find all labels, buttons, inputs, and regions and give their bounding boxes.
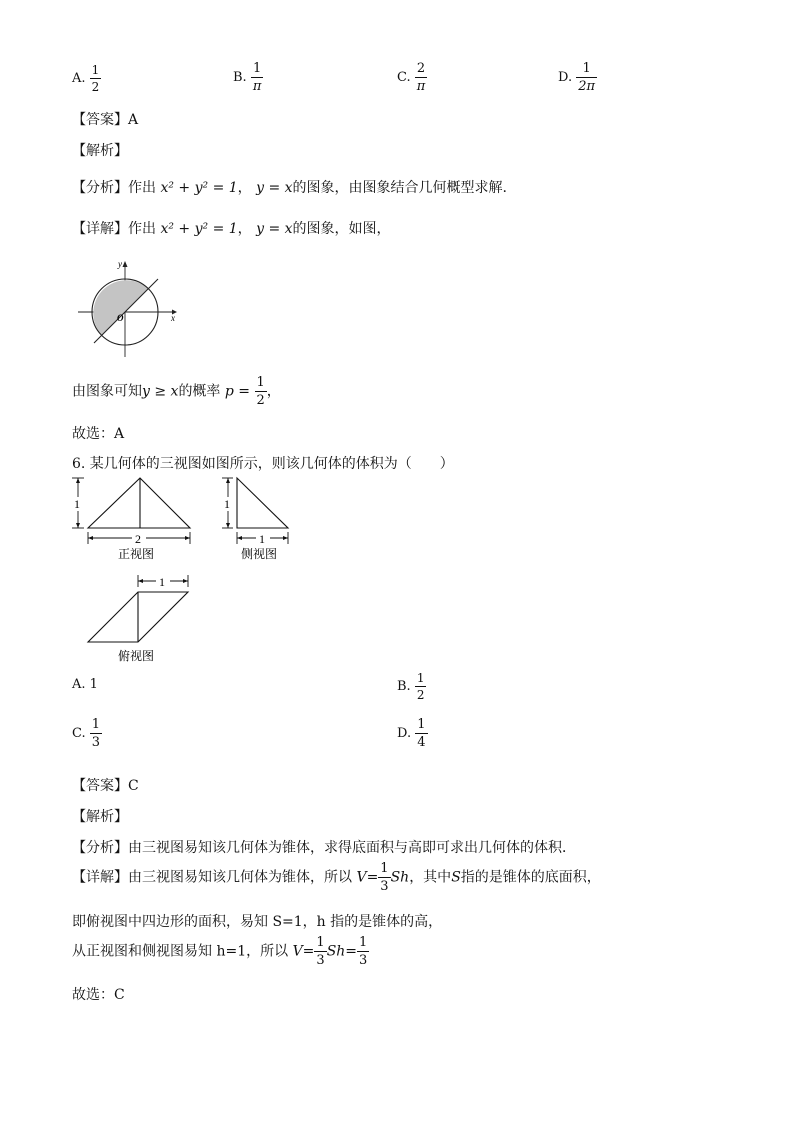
side-width-label: 1 — [259, 532, 265, 546]
option-fraction: $\frac{1}{2}$ — [91, 63, 100, 94]
option-letter: D. — [558, 70, 573, 85]
option-fraction: $\frac{2}{\pi}$ — [416, 61, 426, 94]
q6-detail-line-2: 即俯视图中四边形的面积，易知 S=1，h 指的是锥体的高， — [72, 914, 443, 930]
arrow — [226, 478, 230, 483]
analysis-heading: 【解析】 — [72, 143, 128, 159]
option-letter: B. — [233, 70, 247, 85]
one-third-fraction: $\frac{1}{3}$ — [380, 861, 389, 894]
option-fraction: $\frac{1}{2\pi}$ — [578, 61, 596, 94]
arrow — [183, 579, 188, 583]
fenxi-line: 【分析】作出 x² + y² = 1， y = x的图象，由图象结合几何概型求解. — [72, 180, 507, 196]
arrow — [138, 579, 143, 583]
one-third-fraction: $\frac{1}{3}$ — [316, 935, 325, 968]
option-c — [397, 62, 427, 93]
x-label: x — [171, 313, 175, 323]
option-fraction: $\frac{1}{2}$ — [416, 671, 425, 702]
arrow — [185, 536, 190, 540]
choose-line-q6: 故选：C — [72, 987, 125, 1003]
option-d — [558, 62, 597, 93]
probability-fraction: $\frac{1}{2}$ — [256, 375, 265, 408]
front-triangle — [88, 478, 190, 528]
y-axis-arrow — [123, 261, 128, 267]
detail-line: 【详解】作出 x² + y² = 1， y = x的图象，如图， — [72, 221, 391, 237]
choose-line-q5: 故选：A — [72, 426, 125, 442]
q6-option-a: A. 1 — [72, 677, 98, 692]
option-fraction: $\frac{1}{4}$ — [417, 717, 426, 750]
q6-detail-line-1: 【详解】由三视图易知该几何体为锥体，所以 V= $\frac{1}{3}$ Sh，其中S指的是锥体的底面积， — [72, 861, 601, 894]
question-6-stem: 6. 某几何体的三视图如图所示，则该几何体的体积为（ ） — [72, 456, 454, 472]
arrow — [88, 536, 93, 540]
side-triangle — [237, 478, 288, 528]
arrow — [76, 523, 80, 528]
origin-label: O — [117, 313, 124, 323]
q6-option-d: D. $\frac{1}{4}$ — [397, 717, 426, 750]
q6-option-c: C. $\frac{1}{3}$ — [72, 717, 101, 750]
option-b — [233, 62, 263, 93]
front-width-label: 2 — [135, 532, 141, 546]
option-fraction: $\frac{1}{3}$ — [91, 717, 101, 750]
arrow — [76, 478, 80, 483]
front-height-label: 1 — [74, 497, 80, 511]
q6-detail-line-3: 从正视图和侧视图易知 h=1，所以 V= $\frac{1}{3}$ Sh= $\frac{1}{3}$ — [72, 935, 368, 968]
circle-figure — [70, 255, 190, 365]
top-width-label: 1 — [159, 575, 165, 589]
option-a — [72, 64, 101, 93]
q6-fenxi-line: 【分析】由三视图易知该几何体为锥体，求得底面积与高即可求出几何体的体积． — [72, 840, 576, 856]
front-caption: 正视图 — [118, 547, 155, 561]
arrow — [237, 536, 242, 540]
side-view — [218, 474, 298, 564]
option-letter: C. — [397, 70, 411, 85]
side-height-label: 1 — [224, 497, 230, 511]
option-fraction: $\frac{1}{\pi}$ — [252, 61, 262, 94]
top-caption: 俯视图 — [118, 649, 155, 663]
arrow — [283, 536, 288, 540]
arrow — [226, 523, 230, 528]
side-caption: 侧视图 — [241, 547, 278, 561]
result-fraction: $\frac{1}{3}$ — [359, 935, 368, 968]
front-view — [68, 474, 198, 564]
q6-answer-line: 【答案】C — [72, 778, 139, 794]
probability-line: 由图象可知y ≥ x的概率 p = $\frac{1}{2}$ ， — [72, 375, 281, 408]
q6-option-b: B. $\frac{1}{2}$ — [397, 671, 425, 702]
top-view — [68, 572, 198, 667]
y-label: y — [118, 259, 122, 269]
option-letter: A. — [72, 71, 86, 86]
q6-analysis-heading: 【解析】 — [72, 809, 128, 825]
answer-line: 【答案】A — [72, 112, 139, 128]
